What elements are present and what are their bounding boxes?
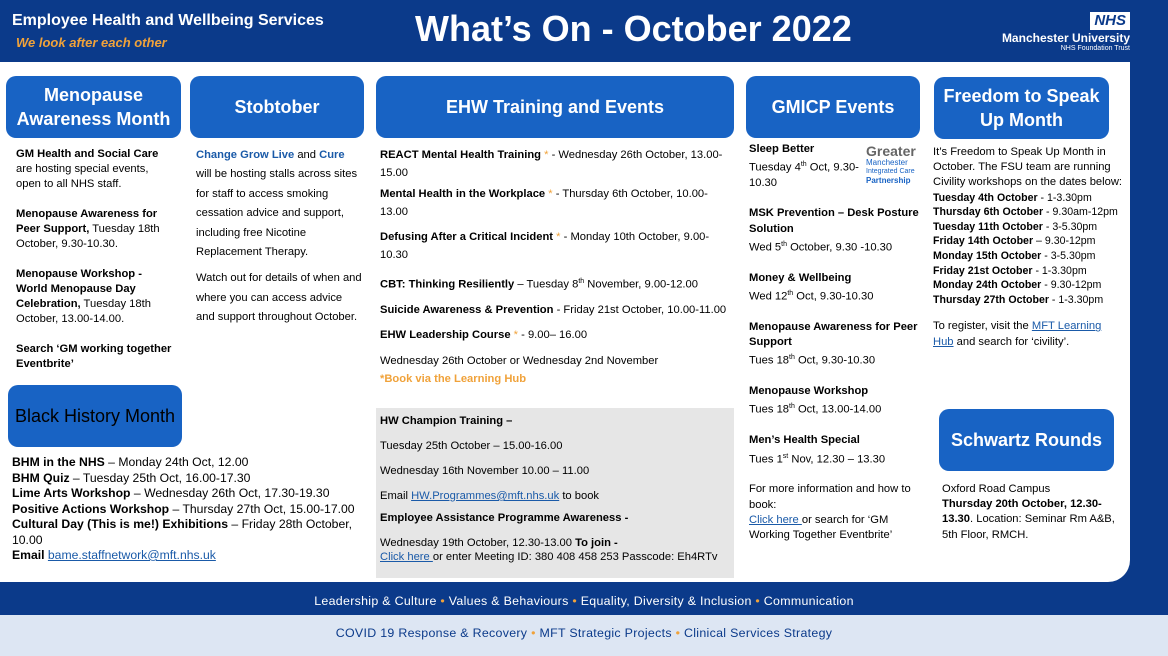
list-item: Tuesday 4th October - 1-3.30pm: [933, 191, 1092, 204]
list-item: BHM Quiz – Tuesday 25th Oct, 16.00-17.30: [12, 470, 251, 485]
list-item: Friday 14th October – 9.30-12pm: [933, 235, 1096, 248]
org-title: Employee Health and Wellbeing Services: [12, 12, 324, 29]
bhm-email-link[interactable]: bame.staffnetwork@mft.nhs.uk: [47, 548, 216, 562]
list-item: Tuesday 11th October - 3-5.30pm: [933, 220, 1098, 233]
fsu-text: It’s Freedom to Speak Up Month in October. The FSU team are running Civility workshops on the dates below: Tuesday 4th October - 1-3.30pm Thursday 6th October - 9.30am-12pm Tuesday 11th October - 3-5.30pm Friday 14th October – 9.30-12pm Monday 15th October - 3-5.30pm Friday 21st October - 1-3.30pm Monday 24th October - 9.30-12pm Thursday 27th October - 1-3.30pm To register, visit the MFT Learning Hub and search for ‘civility’.: [933, 146, 1123, 348]
list-item: Cultural Day (This is me!) Exhibitions – Friday 28th October, 10.00: [12, 517, 353, 547]
list-item: Mental Health in the Workplace * - Thursday 6th October, 10.00-13.00: [380, 188, 708, 218]
nhs-logo: NHS: [1090, 12, 1130, 30]
stobtober-text: Change Grow Live and Cure will be hosting stalls across sites for staff to access smoking cessation advice and support, including free Nicotine Replacement Therapy. Watch out for details of when and where you can access advice and support throughout October.: [196, 149, 362, 324]
gmicp-click-here-link[interactable]: Click here: [749, 513, 802, 526]
page-title: What’s On - October 2022: [415, 8, 852, 49]
trust-name: Manchester University: [1001, 31, 1130, 45]
gm-icp-logo: Greater Manchester Integrated Care Partnership: [866, 143, 916, 185]
list-item: Defusing After a Critical Incident * - Monday 10th October, 9.00-10.30: [380, 231, 710, 261]
list-item: Suicide Awareness & Prevention - Friday 21st October, 10.00-11.00: [380, 303, 727, 316]
tagline: We look after each other: [16, 35, 167, 50]
list-item: BHM in the NHS – Monday 24th Oct, 12.00: [12, 455, 249, 469]
stobtober-heading: Stobtober: [190, 76, 364, 138]
learning-hub-link[interactable]: MFT Learning Hub: [933, 320, 1102, 348]
trust-subtitle: NHS Foundation Trust: [1060, 45, 1130, 52]
ehw-events: REACT Mental Health Training * - Wednesday 26th October, 13.00-15.00 Mental Health in the Workplace * - Thursday 6th October, 10.00-13.00 Defusing After a Critical Incident * - Monday 10th October, 9.00-10.30 CBT: Thinking Resiliently – Tuesday 8th November, 9.00-12.00 Suicide Awareness & Prevention - Friday 21st October, 10.00-11.00 EHW Leadership Course * - 9.00– 16.00 Wednesday 26th October or Wednesday 2nd November *Book via the Learning Hub: [380, 147, 732, 388]
schwartz-text: Oxford Road Campus Thursday 20th October, 12.30-13.30. Location: Seminar Rm A&B, 5th Floor, RMCH.: [942, 483, 1115, 541]
list-item: CBT: Thinking Resiliently – Tuesday 8th November, 9.00-12.00: [380, 277, 698, 291]
list-item: Monday 24th October - 9.30-12pm: [933, 279, 1102, 292]
bhm-events: BHM in the NHS – Monday 24th Oct, 12.00 BHM Quiz – Tuesday 25th Oct, 16.00-17.30 Lime Arts Workshop – Wednesday 26th Oct, 17.30-19.30 Positive Actions Workshop – Thursday 27th Oct, 15.00-17.00 Cultural Day (This is me!) Exhibitions – Friday 28th October, 10.00 Email bame.staffnetwork@mft.nhs.uk: [12, 455, 367, 564]
menopause-text: GM Health and Social Care are hosting special events, open to all NHS staff. Menopause Awareness for Peer Support, Tuesday 18th October, 9.30-10.30. Menopause Workshop - World Menopause Day Celebration, Tuesday 18th October, 13.00-14.00. Search ‘GM working together Eventbrite’: [16, 148, 172, 370]
list-item: Friday 21st October - 1-3.30pm: [933, 264, 1087, 277]
strategy-bar: COVID 19 Response & Recovery • MFT Strategic Projects • Clinical Services Strategy: [0, 615, 1168, 656]
list-item: Thursday 6th October - 9.30am-12pm: [933, 206, 1118, 219]
schwartz-heading: Schwartz Rounds: [939, 409, 1114, 471]
champion-text: HW Champion Training – Tuesday 25th October – 15.00-16.00 Wednesday 16th November 10.00 – 11.00 Email HW.Programmes@mft.nhs.uk to book Employee Assistance Programme Awareness - Wednesday 19th October, 12.30-13.00 To join - Click here or enter Meeting ID: 380 408 458 253 Passcode: Eh4RTv: [380, 415, 718, 563]
bhm-heading: Black History Month: [8, 385, 182, 447]
list-item: Lime Arts Workshop – Wednesday 26th Oct, 17.30-19.30: [12, 486, 330, 500]
eap-click-here-link[interactable]: Click here: [380, 551, 433, 563]
book-note: *Book via the Learning Hub: [380, 372, 527, 385]
values-bar: Leadership & Culture • Values & Behaviours • Equality, Diversity & Inclusion • Communication: [0, 588, 1168, 615]
list-item: Positive Actions Workshop – Thursday 27th Oct, 15.00-17.00: [12, 501, 355, 516]
gmicp-events: Sleep Better Tuesday 4th Oct, 9.30-10.30 MSK Prevention – Desk Posture Solution Wed 5th October, 9.30 -10.30 Money & Wellbeing Wed 12th Oct, 9.30-10.30 Menopause Awareness for Peer Support Tues 18th Oct, 9.30-10.30 Menopause Workshop Tues 18th Oct, 13.00-14.00 Men’s Health Special Tues 1st Nov, 12.30 – 13.30 For more information and how to book: Click here or search for ‘GM Working Together Eventbrite’: [749, 143, 919, 542]
list-item: Monday 15th October - 3-5.30pm: [933, 249, 1096, 262]
list-item: EHW Leadership Course * - 9.00– 16.00: [380, 329, 588, 342]
programmes-email-link[interactable]: HW.Programmes@mft.nhs.uk: [411, 490, 560, 502]
gmicp-heading: GMICP Events: [746, 76, 920, 138]
menopause-heading: Menopause Awareness Month: [6, 76, 181, 138]
list-item: Thursday 27th October - 1-3.30pm: [933, 293, 1104, 306]
fsu-heading: Freedom to Speak Up Month: [934, 77, 1109, 139]
ehw-heading: EHW Training and Events: [376, 76, 734, 138]
list-item: REACT Mental Health Training * - Wednesday 26th October, 13.00-15.00: [380, 149, 723, 179]
page-header: [0, 0, 1168, 62]
